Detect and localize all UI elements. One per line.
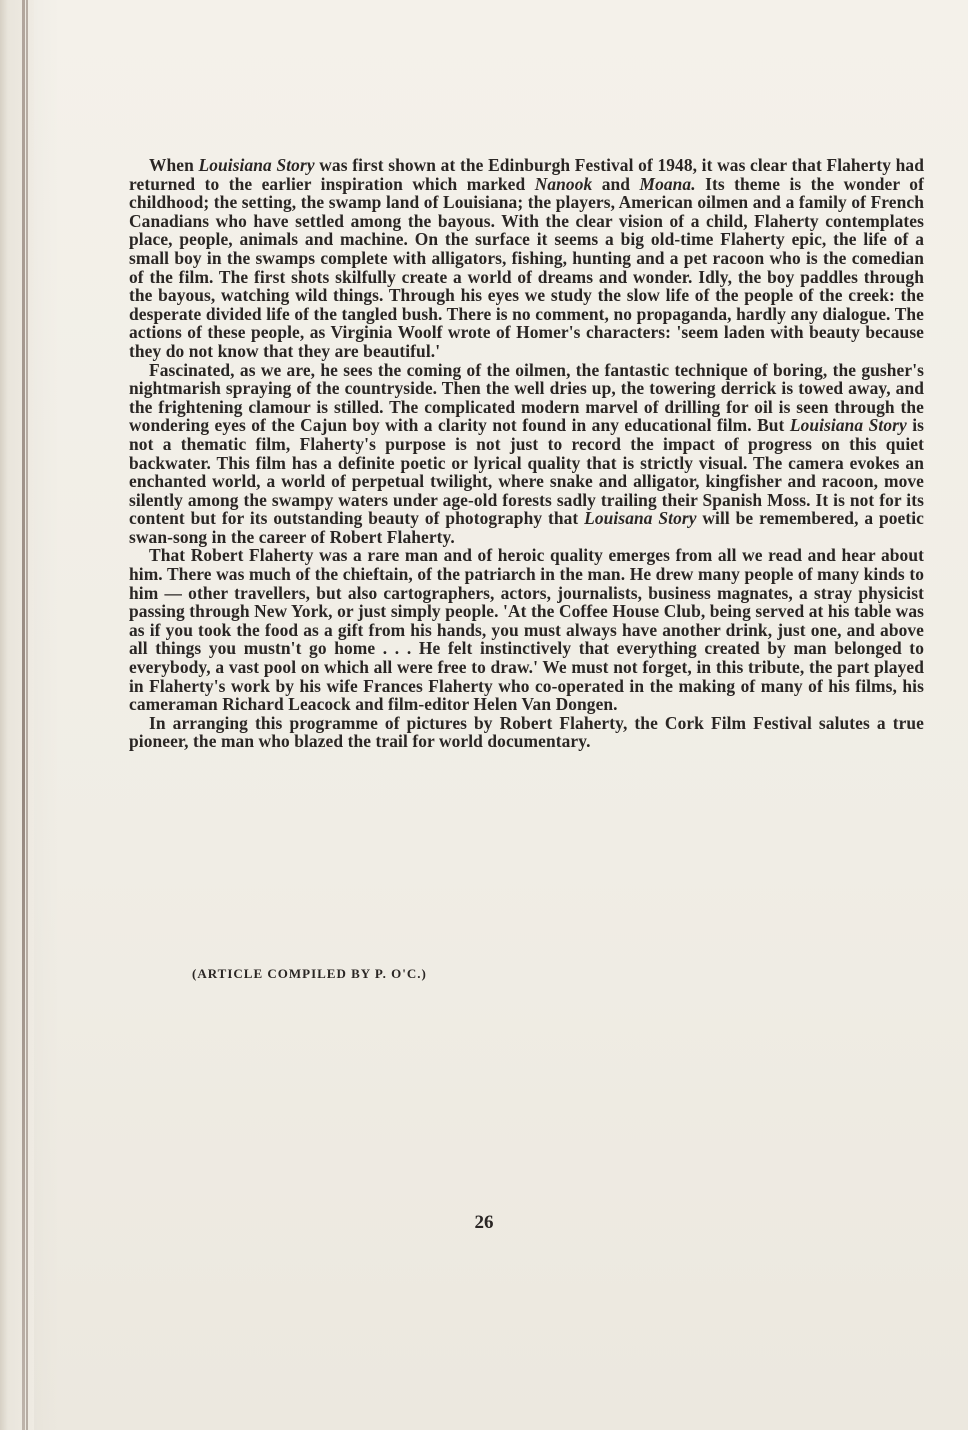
text-run: will be remembered, a poetic swan-song in the career of Robert Flaherty. — [129, 508, 924, 547]
paragraph-1 — [129, 156, 924, 361]
film-title: Moana. — [639, 173, 696, 194]
film-title: Louisiana Story — [789, 415, 907, 436]
text-run: When — [149, 155, 199, 175]
article-credit: (ARTICLE COMPILED BY P. O'C.) — [192, 966, 427, 981]
page-number: 26 — [474, 1212, 494, 1233]
paragraph-2 — [129, 361, 924, 547]
text-run: and — [592, 173, 640, 194]
film-title: Louisana Story — [584, 508, 697, 529]
text-run: is not a thematic film, Flaherty's purpose is not just to record the impact of progress on this quiet backwater. This film has a definite poetic or lyrical quality that is strictly visual. The camera evokes an enchanted world, a world of perpetual twilight, where snake and alligator, kingfisher and racoon, move silently among the swampy waters under age-old forests sadly trailing their Spanish Moss. It is not for its content but for its outstanding beauty of photography that — [129, 415, 924, 529]
text-run: was first shown at the Edinburgh Festival of 1948, it was clear that Flaherty had returned to the earlier inspiration which marked — [129, 155, 924, 194]
article-body — [129, 156, 924, 751]
paragraph-4: In arranging this programme of pictures by Robert Flaherty, the Cork Film Festival salutes a true pioneer, the man who blazed the trail for world documentary. — [129, 712, 924, 752]
film-title: Nanook — [534, 173, 593, 194]
paragraph-3: That Robert Flaherty was a rare man and of heroic quality emerges from all we read and hear about him. There was much of the chieftain, of the patriarch in the man. He drew many people of many kinds to him — other travellers, but also cartographers, actors, journalists, business magnates, a stray physicist passing through New York, or just simply people. 'At the Coffee House Club, being served at his table was as if you took the food as a gift from his hands, you must always have another drink, just one, and above all things you mustn't go home . . . He felt instinctively that everything created by man belonged to everybody, a vast pool on which all were free to draw.' We must not forget, in this tribute, the part played in Flaherty's work by his wife Frances Flaherty who co-operated in the making of many of his films, his cameraman Richard Leacock and film-editor Helen Van Dongen. — [129, 545, 924, 715]
film-title: Louisiana Story — [198, 155, 315, 175]
text-run: Fascinated, as we are, he sees the coming of the oilmen, the fantastic technique of boring, the gusher's nightmarish spraying of the countryside. Then the well dries up, the towering derrick is towed away, and the frightening clamour is stilled. The complicated modern marvel of drilling for oil is seen through the wondering eyes of the Cajun boy with a clarity not found in any educational film. But — [129, 359, 924, 436]
text-run: Its theme is the wonder of childhood; the setting, the swamp land of Louisiana; the players, American oilmen and a family of French Canadians who have settled among the bayous. With the clear vision of a child, Flaherty contemplates place, people, animals and machine. On the surface it seems a big old-time Flaherty epic, the life of a small boy in the swamps complete with alligators, fishing, hunting and a pet racoon who is the comedian of the film. The first shots skilfully create a world of dreams and wonder. Idly, the boy paddles through the bayous, watching wild things. Through his eyes we study the slow life of the people of the creek: the desperate divided life of the tangled bush. There is no comment, no propaganda, hardly any dialogue. The actions of these people, as Virginia Woolf wrote of Homer's characters: 'seem laden with beauty because they do not know that they are beautiful.' — [129, 173, 924, 361]
